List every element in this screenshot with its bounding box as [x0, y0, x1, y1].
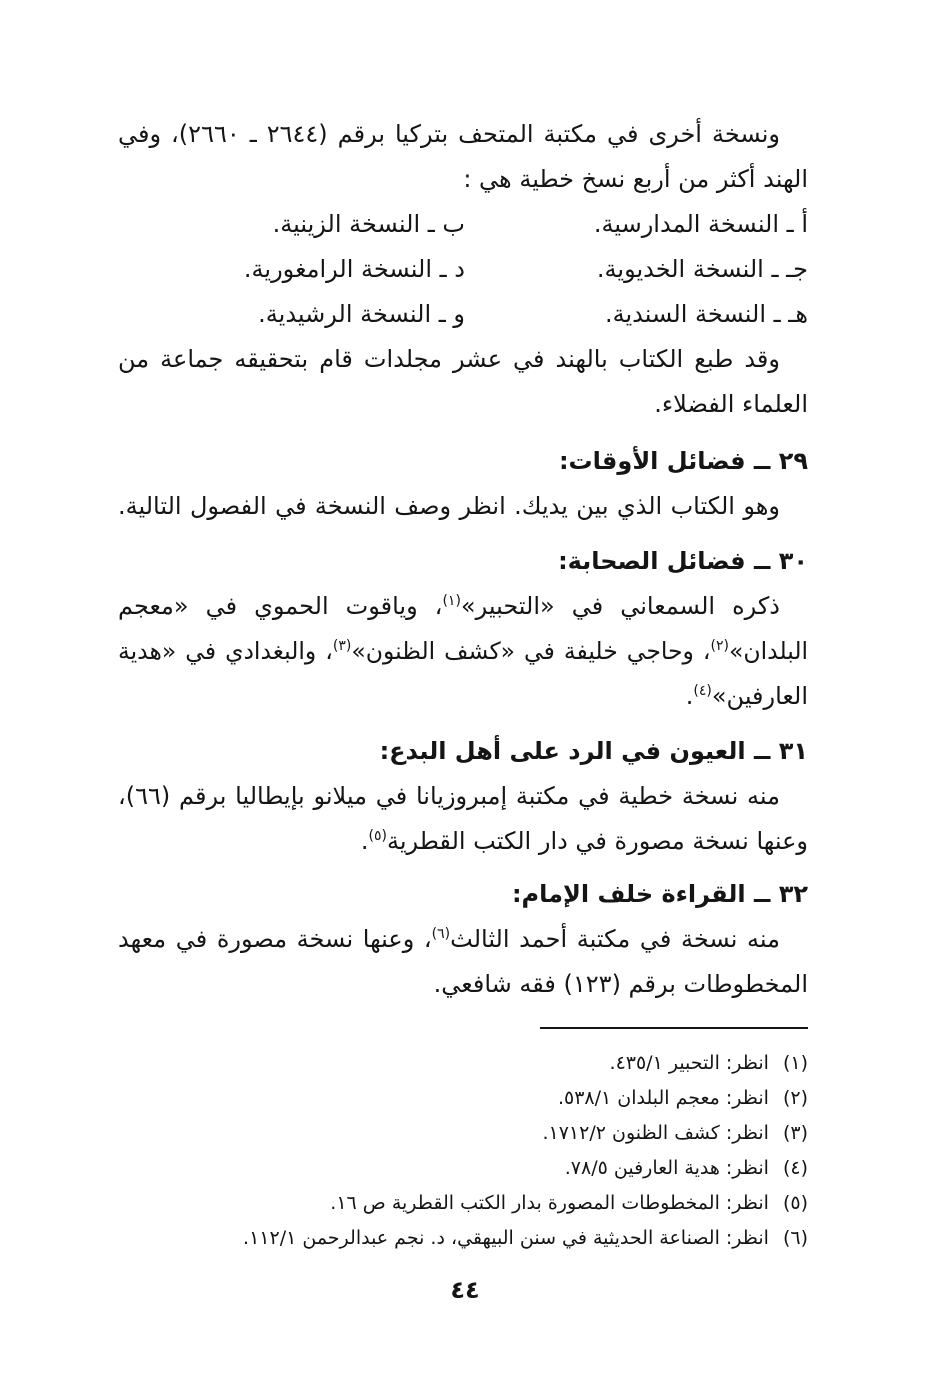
text-segment: ، والبغدادي في «هدية	[118, 637, 333, 665]
footnote-text: انظر: المخطوطات المصورة بدار الكتب القطرية ص ١٦.	[330, 1192, 769, 1214]
section-heading: ٣١ ــ العيون في الرد على أهل البدع:	[379, 737, 808, 765]
text-segment: .	[360, 827, 369, 855]
text-segment: ذكره السمعاني في «التحبير»	[460, 592, 780, 620]
manuscript-copy-item: أ ـ النسخة المدارسية.	[593, 210, 808, 238]
text-line: المخطوطات برقم (١٢٣) فقه شافعي.	[433, 970, 808, 998]
manuscript-copies-row	[118, 292, 808, 337]
page-number: ٤٤	[450, 1276, 480, 1304]
footnote	[118, 1081, 808, 1116]
text-segment: البلدان»	[728, 637, 809, 665]
footnote-text: انظر: التحبير ٤٣٥/١.	[609, 1052, 769, 1074]
text-line	[118, 674, 808, 719]
footnote-marker: (٤)	[782, 1157, 808, 1179]
footnotes	[118, 1046, 808, 1256]
text-line: ونسخة أخرى في مكتبة المتحف بتركيا برقم (٢٦٤٤ ـ ٢٦٦٠)، وفي	[118, 120, 780, 148]
footnote-reference: (٦)	[431, 926, 451, 942]
manuscript-copy-item: و ـ النسخة الرشيدية.	[258, 300, 465, 328]
text-segment: منه نسخة في مكتبة أحمد الثالث	[450, 925, 780, 953]
text-line: وقد طبع الكتاب بالهند في عشر مجلدات قام بتحقيقه جماعة من	[118, 345, 780, 373]
manuscript-copies-row	[118, 202, 808, 247]
manuscript-copies-row	[118, 247, 808, 292]
text-segment: .	[685, 682, 694, 710]
footnote-reference: (١)	[442, 593, 461, 609]
footnote-marker: (٥)	[782, 1192, 808, 1214]
footnote-marker: (٢)	[782, 1087, 808, 1109]
section-heading: ٢٩ ــ فضائل الأوقات:	[558, 447, 808, 475]
footnote-marker: (٣)	[782, 1122, 808, 1144]
footnote-marker: (١)	[782, 1052, 808, 1074]
text-segment: ، وحاجي خليفة في «كشف الظنون»	[351, 637, 711, 665]
text-line	[118, 819, 808, 864]
main-text	[118, 112, 808, 1007]
manuscript-copy-item: هـ ـ النسخة السندية.	[604, 300, 808, 328]
manuscript-copy-item: جـ ـ النسخة الخديوية.	[596, 255, 808, 283]
text-segment: ، وعنها نسخة مصورة في معهد	[118, 925, 432, 953]
text-segment: وعنها نسخة مصورة في دار الكتب القطرية	[386, 827, 808, 855]
footnote	[118, 1116, 808, 1151]
text-line: العلماء الفضلاء.	[654, 390, 808, 418]
footnote	[118, 1186, 808, 1221]
text-line	[118, 629, 808, 674]
text-line	[118, 917, 808, 962]
text-line	[118, 584, 808, 629]
footnote-text: انظر: معجم البلدان ٥٣٨/١.	[557, 1087, 769, 1109]
footnote	[118, 1151, 808, 1186]
footnote-reference: (٣)	[332, 638, 352, 655]
text-segment: ، وياقوت الحموي في «معجم	[118, 592, 443, 620]
footnote	[118, 1046, 808, 1081]
manuscript-copy-item: د ـ النسخة الرامغورية.	[243, 255, 465, 283]
footnote-text: انظر: الصناعة الحديثية في سنن البيهقي، د. نجم عبدالرحمن ١١٢/١.	[243, 1227, 769, 1249]
footnote-divider	[540, 1027, 808, 1029]
footnote-text: انظر: كشف الظنون ١٧١٢/٢.	[542, 1122, 769, 1144]
section-heading: ٣٢ ــ القراءة خلف الإمام:	[511, 880, 808, 908]
footnote-reference: (٤)	[693, 683, 712, 699]
section-heading: ٣٠ ــ فضائل الصحابة:	[558, 547, 808, 575]
text-line: منه نسخة خطية في مكتبة إمبروزيانا في ميلانو بإيطاليا برقم (٦٦)،	[118, 782, 780, 810]
footnote	[118, 1221, 808, 1256]
manuscript-copy-item: ب ـ النسخة الزينية.	[272, 210, 465, 238]
text-segment: العارفين»	[711, 682, 808, 710]
footnote-reference: (٥)	[368, 828, 387, 844]
text-line: الهند أكثر من أربع نسخ خطية هي :	[463, 165, 808, 193]
text-line: وهو الكتاب الذي بين يديك. انظر وصف النسخة في الفصول التالية.	[118, 492, 780, 520]
footnote-marker: (٦)	[782, 1227, 808, 1249]
footnote-reference: (٢)	[710, 638, 729, 655]
footnote-text: انظر: هدية العارفين ٧٨/٥.	[564, 1157, 769, 1179]
